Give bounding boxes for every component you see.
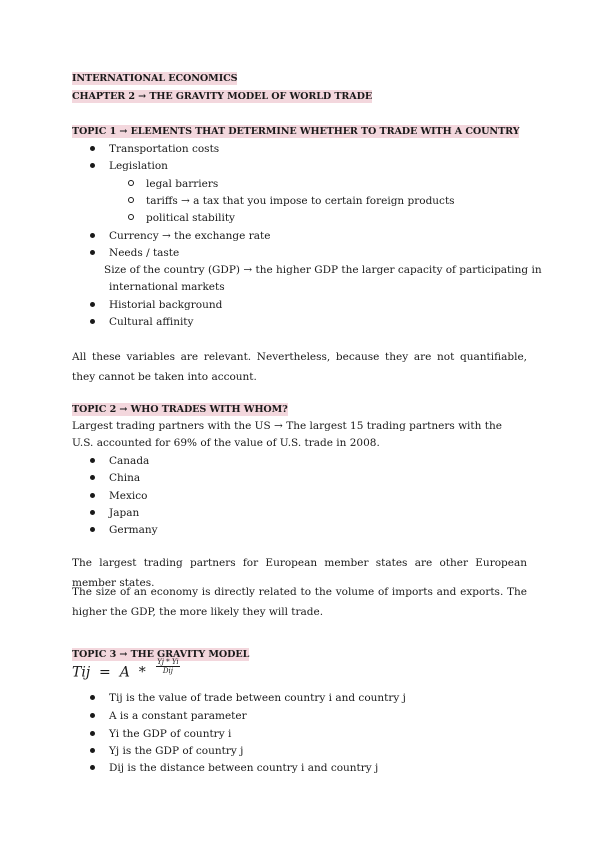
topic1-heading: TOPIC 1 → ELEMENTS THAT DETERMINE WHETHER TO TRADE WITH A COUNTRY [72, 126, 520, 137]
sub-list-item: legal barriers [128, 176, 218, 192]
bullet-icon [90, 713, 95, 718]
sub-list-item: political stability [128, 210, 235, 226]
list-item: Canada [90, 453, 149, 469]
topic3-heading: TOPIC 3 → THE GRAVITY MODEL [72, 649, 250, 660]
list-item: Needs / taste [90, 245, 179, 261]
course-title: INTERNATIONAL ECONOMICS [72, 73, 238, 84]
list-item: Size of the country (GDP) → the higher GDP the larger capacity of participating in [104, 264, 542, 276]
bullet-icon [90, 250, 95, 255]
list-item: Germany [90, 522, 158, 538]
bullet-icon [90, 493, 95, 498]
list-item: Legislation [90, 158, 168, 174]
bullet-icon [90, 475, 95, 480]
topic2-paragraph-1: The largest trading partners for European member states are other European member states. [72, 557, 527, 589]
formula-denominator: Dij [162, 667, 173, 675]
list-item: Transportation costs [90, 141, 219, 157]
bullet-icon [90, 319, 95, 324]
list-item: Tij is the value of trade between country i and country j [90, 690, 406, 706]
bullet-icon [90, 527, 95, 532]
list-item: Mexico [90, 488, 147, 504]
circle-bullet-icon [128, 180, 134, 186]
formula-lhs: Tij = A * [72, 664, 146, 681]
topic2-heading: TOPIC 2 → WHO TRADES WITH WHOM? [72, 404, 288, 415]
bullet-icon [90, 163, 95, 168]
list-item: Cultural affinity [90, 314, 193, 330]
list-item: Japan [90, 505, 139, 521]
bullet-icon [90, 731, 95, 736]
sub-list-item: tariffs → a tax that you impose to certain foreign products [128, 193, 455, 209]
topic2-intro-line2: U.S. accounted for 69% of the value of U.S. trade in 2008. [72, 437, 380, 449]
list-item: China [90, 470, 140, 486]
chapter-title: CHAPTER 2 → THE GRAVITY MODEL OF WORLD TRADE [72, 91, 373, 102]
list-item: Historial background [90, 297, 222, 313]
topic2-intro-line1: Largest trading partners with the US → The largest 15 trading partners with the [72, 420, 502, 432]
bullet-icon [90, 748, 95, 753]
gravity-formula [72, 658, 180, 681]
list-item: A is a constant parameter [90, 708, 247, 724]
bullet-icon [90, 510, 95, 515]
topic1-conclusion: All these variables are relevant. Nevertheless, because they are not quantifiable, they cannot be taken into account. [72, 351, 527, 383]
circle-bullet-icon [128, 197, 134, 203]
bullet-icon [90, 695, 95, 700]
circle-bullet-icon [128, 214, 134, 220]
bullet-icon [90, 146, 95, 151]
bullet-icon [90, 302, 95, 307]
bullet-icon [90, 765, 95, 770]
list-item: Yi the GDP of country i [90, 726, 231, 742]
list-item-continuation: international markets [109, 281, 225, 293]
topic2-paragraph-2: The size of an economy is directly related to the volume of imports and exports. The higher the GDP, the more likely they will trade. [72, 586, 527, 618]
formula-numerator: Yj * Yi [157, 658, 179, 666]
list-item: Dij is the distance between country i and country j [90, 760, 378, 776]
bullet-icon [90, 458, 95, 463]
list-item: Yj is the GDP of country j [90, 743, 243, 759]
formula-fraction [156, 658, 179, 675]
list-item: Currency → the exchange rate [90, 228, 270, 244]
bullet-icon [90, 233, 95, 238]
